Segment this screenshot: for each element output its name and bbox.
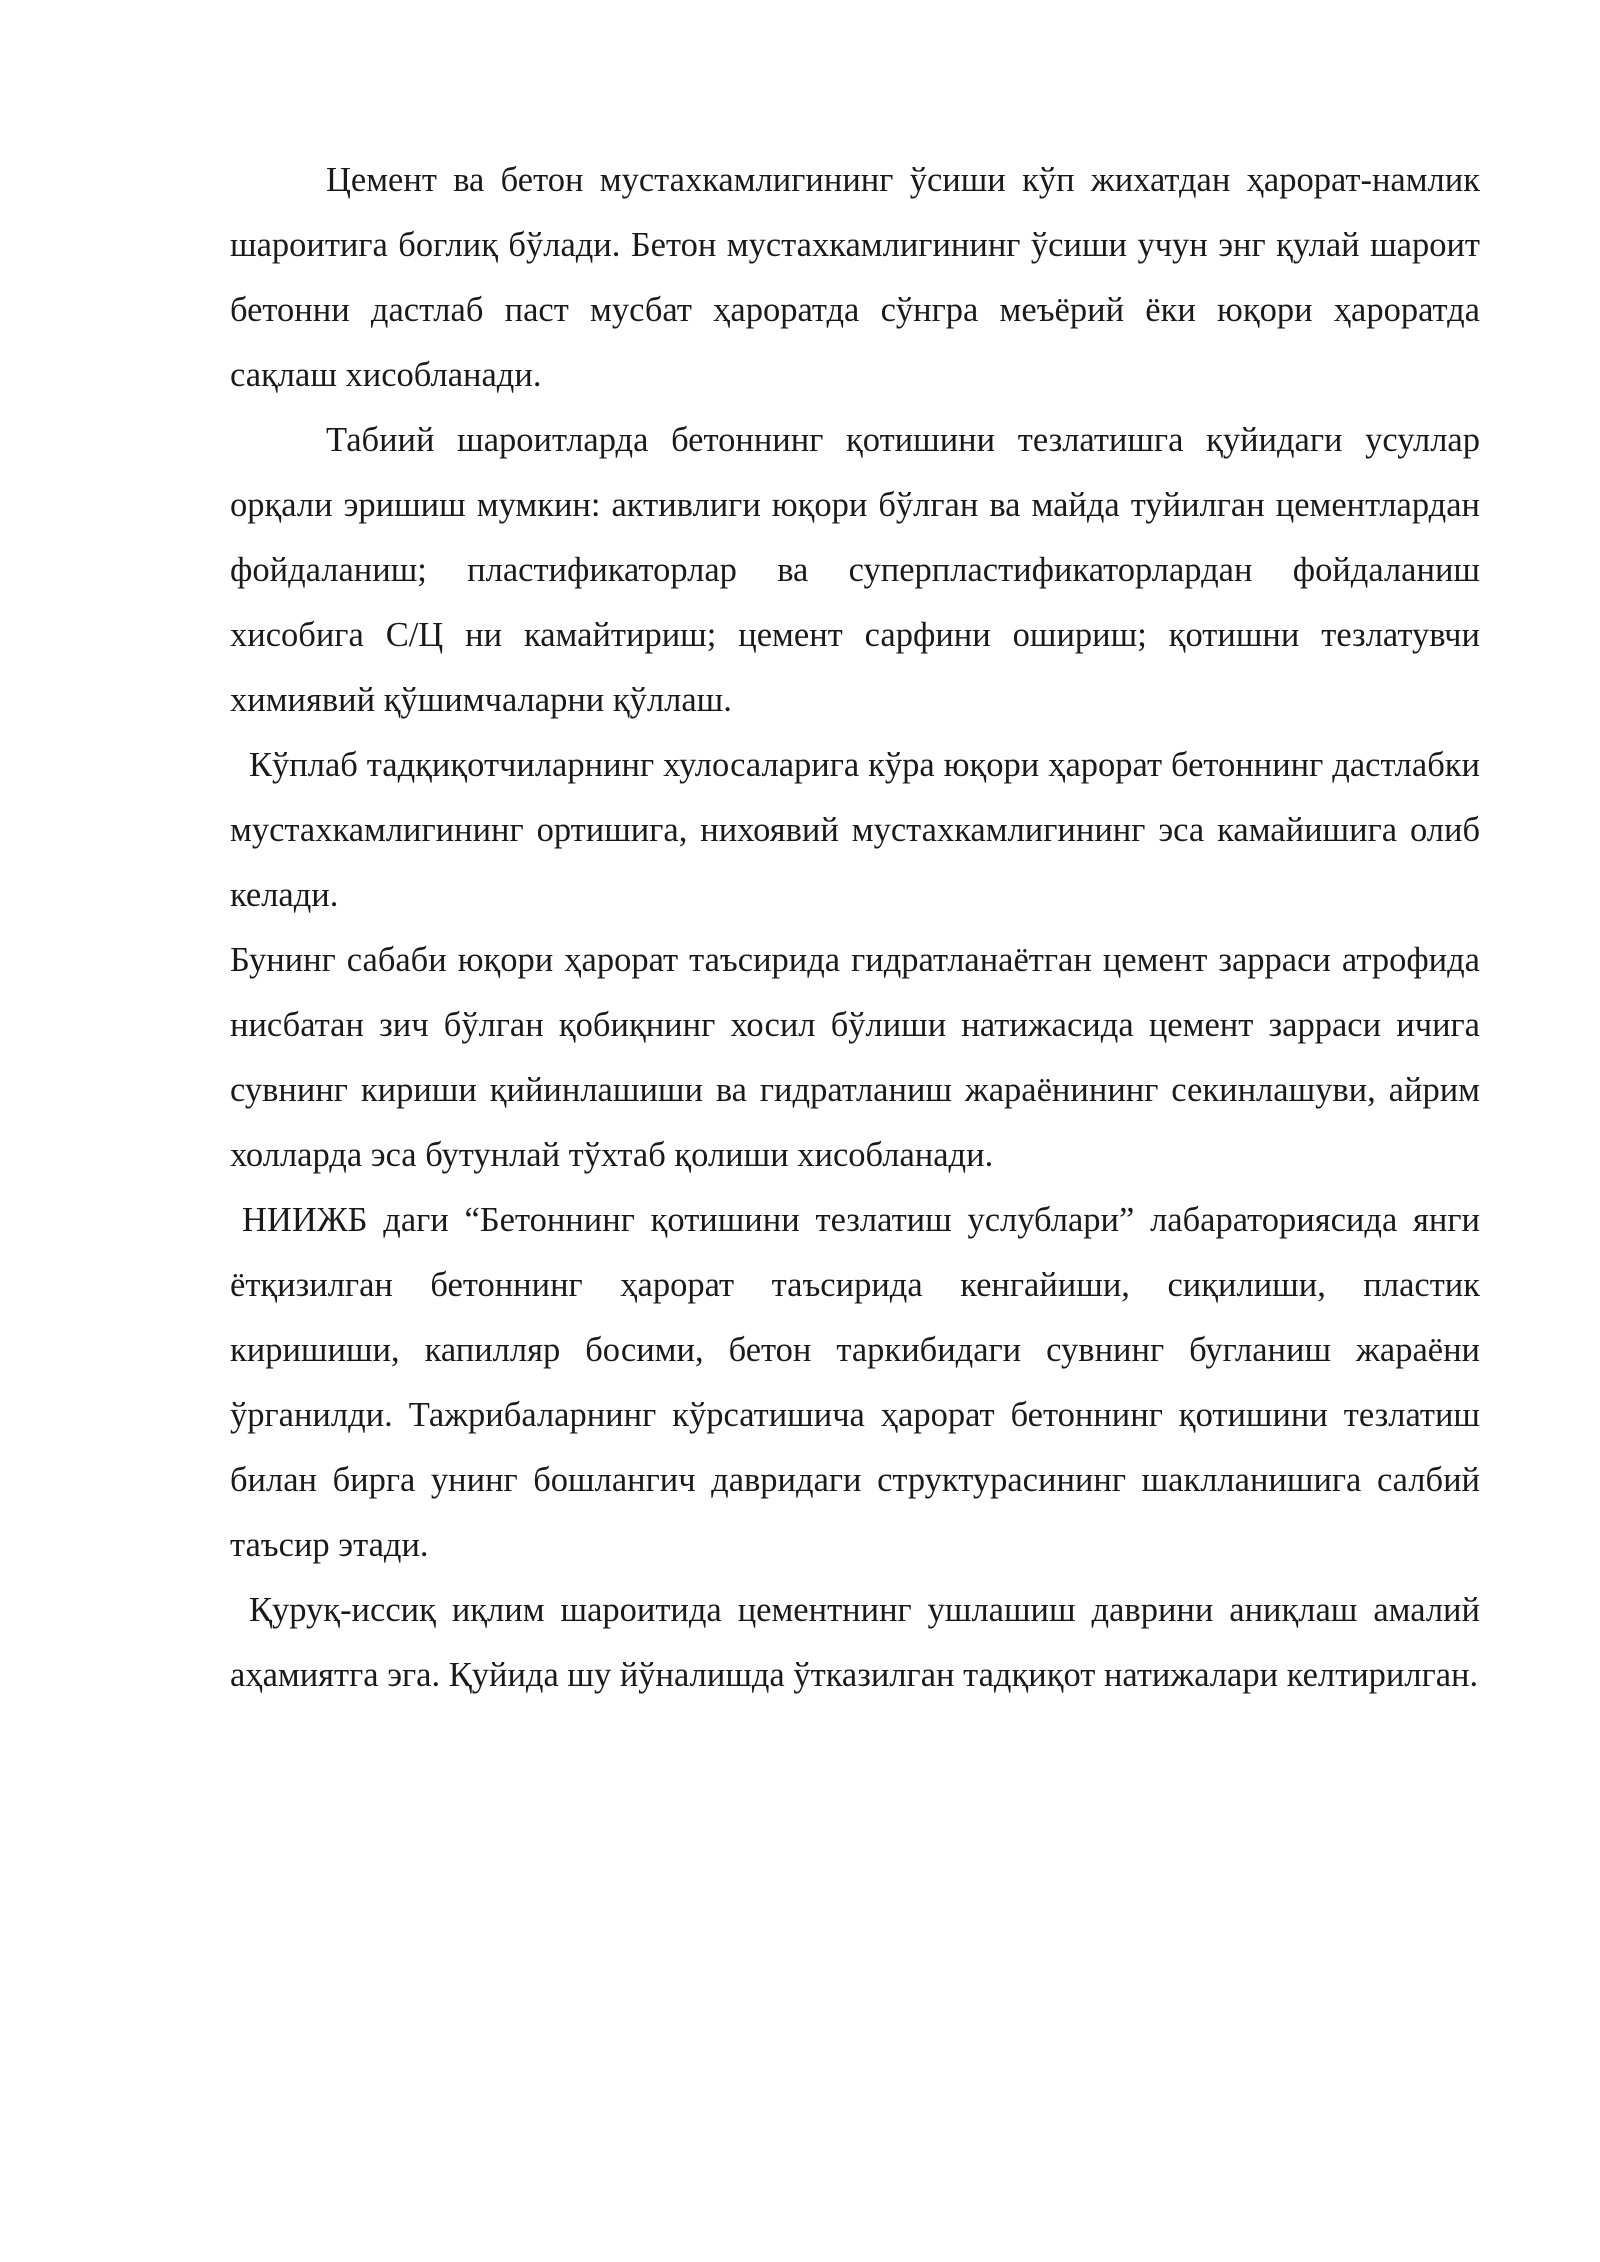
paragraph-niizhb-laboratory: НИИЖБ даги “Бетоннинг қотишини тезлатиш услублари” лабараториясида янги ётқизилган бетоннинг ҳарорат таъсирида кенгайиши, сиқилиши, пластик киришиши, капилляр босими, бетон таркибидаги сувнинг бугланиш жараёни ўрганилди. Тажрибаларнинг кўрсатишича ҳарорат бетоннинг қотишини тезлатиш билан бирга унинг бошлангич давридаги структурасининг шаклланишига салбий таъсир этади. <box>230 1201 1480 1564</box>
paragraph-acceleration-methods: Табиий шароитларда бетоннинг қотишини тезлатишга қуйидаги усуллар орқали эришиш мумкин: активлиги юқори бўлган ва майда туйилган цементлардан фойдаланиш; пластификаторлар ва суперпластификаторлардан фойдаланиш хисобига С/Ц ни камайтириш; цемент сарфини ошириш; қотишни тезлатувчи химиявий қўшимчаларни қўллаш. <box>230 421 1480 719</box>
paragraph-cement-strength-growth: Цемент ва бетон мустахкамлигининг ўсиши кўп жихатдан ҳарорат-намлик шароитига боглиқ бўлади. Бетон мустахкамлигининг ўсиши учун энг қулай шароит бетонни дастлаб паст мусбат ҳароратда сўнгра меъёрий ёки юқори ҳароратда сақлаш хисобланади. <box>230 161 1480 394</box>
paragraph-researchers-conclusions: Кўплаб тадқиқотчиларнинг хулосаларига кўра юқори ҳарорат бетоннинг дастлабки мустахкамлигининг ортишига, нихоявий мустахкамлигининг эса камайишига олиб келади. <box>230 746 1480 914</box>
document-body <box>230 148 1480 1708</box>
paragraph-reason-explanation: Бунинг сабаби юқори ҳарорат таъсирида гидратланаётган цемент зарраси атрофида нисбатан зич бўлган қобиқнинг хосил бўлиши натижасида цемент зарраси ичига сувнинг кириши қийинлашиши ва гидратланиш жараёнининг секинлашуви, айрим холларда эса бутунлай тўхтаб қолиши хисобланади. <box>230 941 1480 1174</box>
paragraph-dry-hot-climate: Қуруқ-иссиқ иқлим шароитида цементнинг ушлашиш даврини аниқлаш амалий аҳамиятга эга. Қуйида шу йўналишда ўтказилган тадқиқот натижалари келтирилган. <box>230 1591 1480 1694</box>
